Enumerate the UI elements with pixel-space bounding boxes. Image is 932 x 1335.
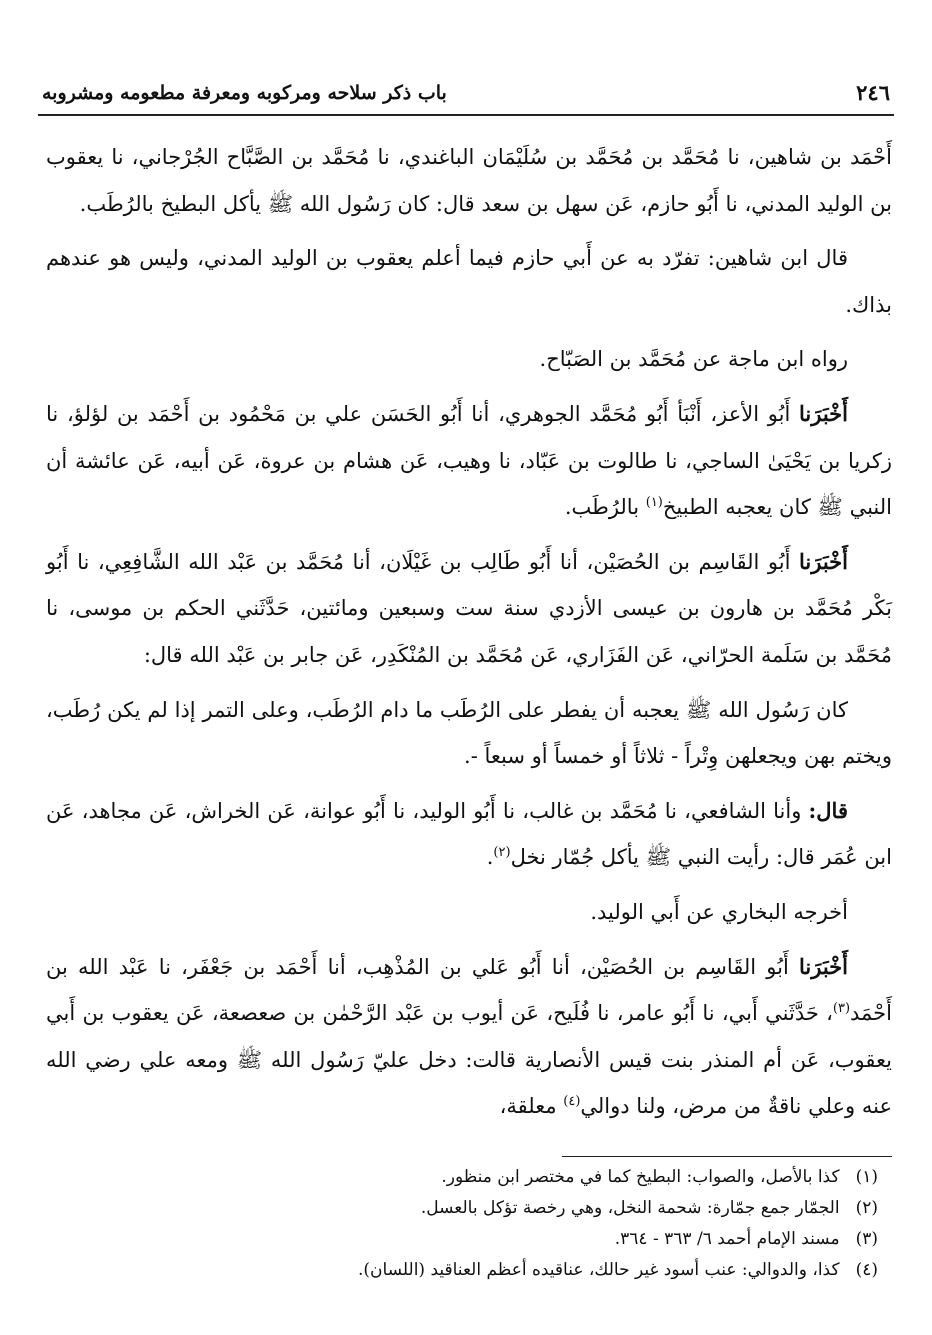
text-run: رواه ابن ماجة عن مُحَمَّد بن الصَبّاح. bbox=[539, 347, 848, 372]
text-run: أَبُو الأعز، أَنْبَأ أَبُو مُحَمَّد الجوهري، أنا أَبُو الحَسَن علي بن مَحْمُود بن أَحْمَد بن لؤلؤ، نا زكريا بن يَحْيَىٰ الساجي، نا طالوت بن عَبّاد، نا وهيب، عَن هشام بن عروة، عَن أبيه، عَن عائشة أن النبي ﷺ كان يعجبه الطبيخ bbox=[46, 401, 892, 520]
text-run: وأنا الشافعي، نا مُحَمَّد بن غالب، نا أَبُو الوليد، نا أَبُو عوانة، عَن الخراش، عَن مجاهد، عَن ابن عُمَر قال: رأيت النبي ﷺ يأكل جُمّار نخل bbox=[46, 798, 892, 870]
narration-keyword: قال: bbox=[808, 797, 848, 823]
running-title: باب ذكر سلاحه ومركوبه ومعرفة مطعومه ومشروبه bbox=[42, 82, 447, 104]
footnote-number: (٣) bbox=[855, 1229, 878, 1249]
footnote-ref: (٢) bbox=[493, 845, 511, 861]
text-run: أَبُو القَاسِم بن الحُصَيْن، أنا أَبُو طَالِب بن غَيْلَان، أنا مُحَمَّد بن عَبْد الله الشَّافِعِي، نا أَبُو بَكْر مُحَمَّد بن هارون بن عيسى الأزدي سنة ست وسبعين ومائتين، حَدَّثَني الحكم بن موسى، نا مُحَمَّد بن سَلَمة الحرّاني، عَن الفَزَاري، عَن مُحَمَّد بن المُنْكَدِر، عَن جابر بن عَبْد الله قال: bbox=[46, 549, 892, 667]
text-run: كان رَسُول الله ﷺ يعجبه أن يفطر على الرُطَب ما دام الرُطَب، وعلى التمر إذا لم يكن رُطَب، ويختم بهن ويجعلهن وِتْراً - ثلاثاً أو خمساً أو سبعاً -. bbox=[46, 697, 892, 769]
narration-keyword: أَخْبَرَنا bbox=[799, 400, 848, 426]
footnote-number: (١) bbox=[855, 1167, 878, 1187]
paragraph bbox=[46, 889, 892, 936]
footnote-divider bbox=[562, 1156, 892, 1157]
paragraph bbox=[46, 134, 892, 227]
page-header bbox=[38, 74, 894, 116]
footnote-ref: (٣) bbox=[832, 1001, 851, 1017]
text-run: . bbox=[486, 845, 494, 870]
narration-keyword: أَخْبَرَنا bbox=[799, 548, 848, 574]
paragraph bbox=[46, 687, 892, 780]
text-run: قال ابن شاهين: تفرّد به عن أَبي حازم فيما أعلم يعقوب بن الوليد المدني، وليس هو عندهم بذاك. bbox=[46, 246, 892, 317]
paragraph bbox=[46, 944, 892, 1130]
footnote-text: كذا، والدوالي: عنب أسود غير حالك، عناقيده أعظم العناقيد (اللسان). bbox=[358, 1260, 840, 1280]
footnote-number: (٢) bbox=[855, 1198, 878, 1218]
footnote-number: (٤) bbox=[855, 1260, 878, 1280]
main-text bbox=[46, 134, 892, 1130]
footnote bbox=[46, 1162, 878, 1193]
footnote-ref: (١) bbox=[645, 495, 663, 511]
page-number: ٢٤٦ bbox=[856, 80, 890, 105]
footnote-text: الجمّار جمع جمّارة: شحمة النخل، وهي رخصة تؤكل بالعسل. bbox=[420, 1198, 840, 1218]
footnote-text: كذا بالأصل، والصواب: البطيخ كما في مختصر ابن منظور. bbox=[441, 1167, 840, 1187]
text-run: معلقة، bbox=[499, 1094, 564, 1119]
narration-keyword: أَخْبَرَنا bbox=[799, 953, 848, 979]
text-run: أَبُو القَاسِم بن الحُصَيْن، أنا أَبُو عَلي بن المُذْهِب، أنا أَحْمَد بن جَعْفَر، نا عَبْد الله بن أَحْمَد bbox=[46, 954, 892, 1026]
footnote-ref: (٤) bbox=[563, 1094, 581, 1110]
paragraph bbox=[46, 235, 892, 328]
footnote bbox=[46, 1224, 878, 1255]
paragraph bbox=[46, 539, 892, 679]
footnotes bbox=[46, 1162, 892, 1286]
text-run: أَحْمَد بن شاهين، نا مُحَمَّد بن مُحَمَّد بن سُلَيْمَان الباغندي، نا مُحَمَّد بن الصَّبَّاح الجُرْجاني، نا يعقوب بن الوليد المدني، نا أَبُو حازم، عَن سهل بن سعد قال: كان رَسُول الله ﷺ يأكل البطيخ بالرُطَب. bbox=[46, 145, 892, 216]
text-run: أخرجه البخاري عن أَبي الوليد. bbox=[590, 899, 848, 924]
paragraph bbox=[46, 788, 892, 881]
paragraph bbox=[46, 336, 892, 383]
text-run: بالرُطَب. bbox=[564, 495, 646, 520]
paragraph bbox=[46, 391, 892, 531]
text-run: ، حَدَّثَني أَبي، نا أَبُو عامر، نا فُلَيح، عَن أيوب بن عَبْد الرَّحْمٰن بن صعصعة، عَن يعقوب بن أَبي يعقوب، عَن أم المنذر بنت قيس الأنصارية قالت: دخل عليّ رَسُول الله ﷺ ومعه علي رضي الله عنه وعلي ناقةٌ من مرض، ولنا دوالي bbox=[46, 1001, 892, 1119]
footnote-text: مسند الإمام أحمد ٦/ ٣٦٣ - ٣٦٤. bbox=[614, 1229, 840, 1249]
footnote bbox=[46, 1193, 878, 1224]
footnote bbox=[46, 1255, 878, 1286]
